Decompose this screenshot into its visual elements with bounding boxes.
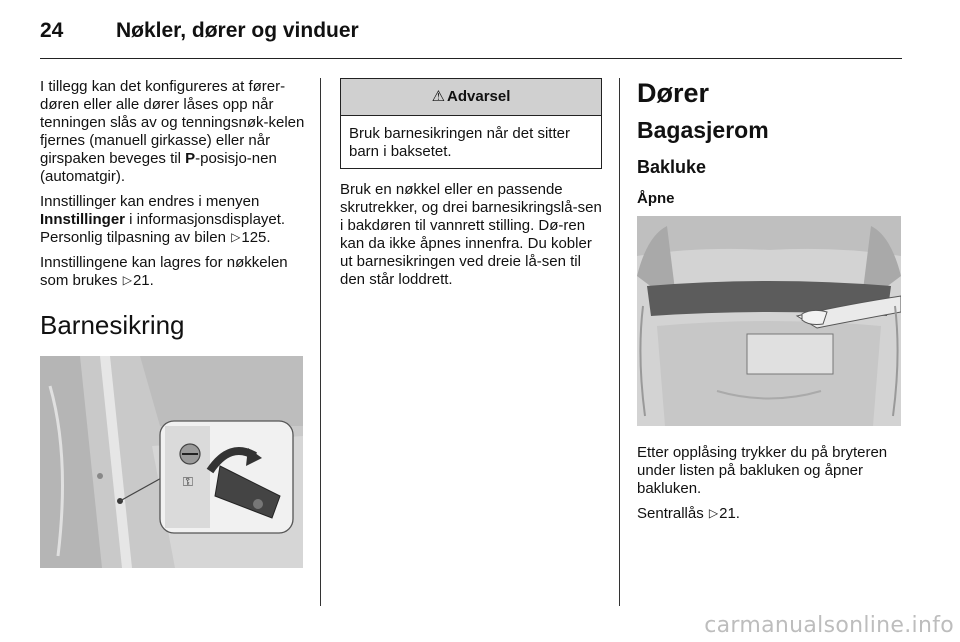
column-right bbox=[637, 78, 905, 530]
warning-text: Bruk barnesikringen når det sitter barn i baksetet. bbox=[349, 125, 570, 160]
subsection-heading: Bagasjerom bbox=[637, 117, 769, 143]
warning-title: Advarsel bbox=[447, 88, 511, 105]
triangle-right-icon: ▷ bbox=[708, 506, 719, 520]
child-lock-figure bbox=[40, 356, 303, 568]
warning-box bbox=[340, 78, 602, 169]
column-divider bbox=[619, 78, 620, 606]
warning-header bbox=[341, 79, 601, 116]
page-number: 24 bbox=[40, 19, 64, 42]
door-illustration bbox=[40, 356, 303, 568]
paragraph: Etter opplåsing trykker du på bryteren under listen på bakluken og åpner bakluken. bbox=[637, 444, 888, 497]
page-reference[interactable]: 21. bbox=[719, 505, 740, 522]
subsubsection-heading: Bakluke bbox=[637, 157, 707, 177]
topic-heading: Åpne bbox=[637, 190, 675, 207]
section-heading: Barnesikring bbox=[40, 310, 185, 340]
triangle-right-icon: ▷ bbox=[122, 273, 132, 287]
warning-icon: ⚠ bbox=[431, 88, 446, 105]
paragraph: Innstillingene kan lagres for nøkkelen som brukes ▷21. bbox=[40, 254, 288, 289]
paragraph: Innstillinger kan endres i menyen Innstillinger i informasjonsdisplayet. Personlig tilpasning av bilen ▷125. bbox=[40, 193, 286, 246]
tailgate-illustration bbox=[637, 216, 901, 426]
tailgate-figure bbox=[637, 216, 901, 426]
svg-text:⚿: ⚿ bbox=[183, 475, 193, 490]
watermark: carmanualsonline.info bbox=[704, 613, 954, 638]
column-middle bbox=[340, 78, 602, 296]
column-divider bbox=[320, 78, 321, 606]
page-header bbox=[40, 18, 902, 59]
chapter-title: Nøkler, dører og vinduer bbox=[116, 19, 359, 42]
paragraph: I tillegg kan det konfigureres at fører-døren eller alle dører låses opp når tenningen slås av og tenningsnøk-kelen fjernes (manuell girkasse) eller når girspaken beveges til P-posisjo-nen (automatgir). bbox=[40, 78, 305, 185]
page-reference[interactable]: 21. bbox=[132, 272, 154, 289]
paragraph: Bruk en nøkkel eller en passende skrutrekker, og drei barnesikringslå-sen i bakdøren til vannrett stilling. Dø-ren kan da ikke åpnes innenfra. Du kobler ut barnesikringen ved dreie lå-sen til den står loddrett. bbox=[340, 181, 602, 288]
triangle-right-icon: ▷ bbox=[231, 230, 241, 244]
section-heading-doors: Dører bbox=[637, 78, 710, 108]
column-left bbox=[40, 78, 306, 568]
paragraph: Sentrallås ▷21. bbox=[637, 505, 740, 522]
page-reference[interactable]: 125. bbox=[241, 229, 271, 246]
